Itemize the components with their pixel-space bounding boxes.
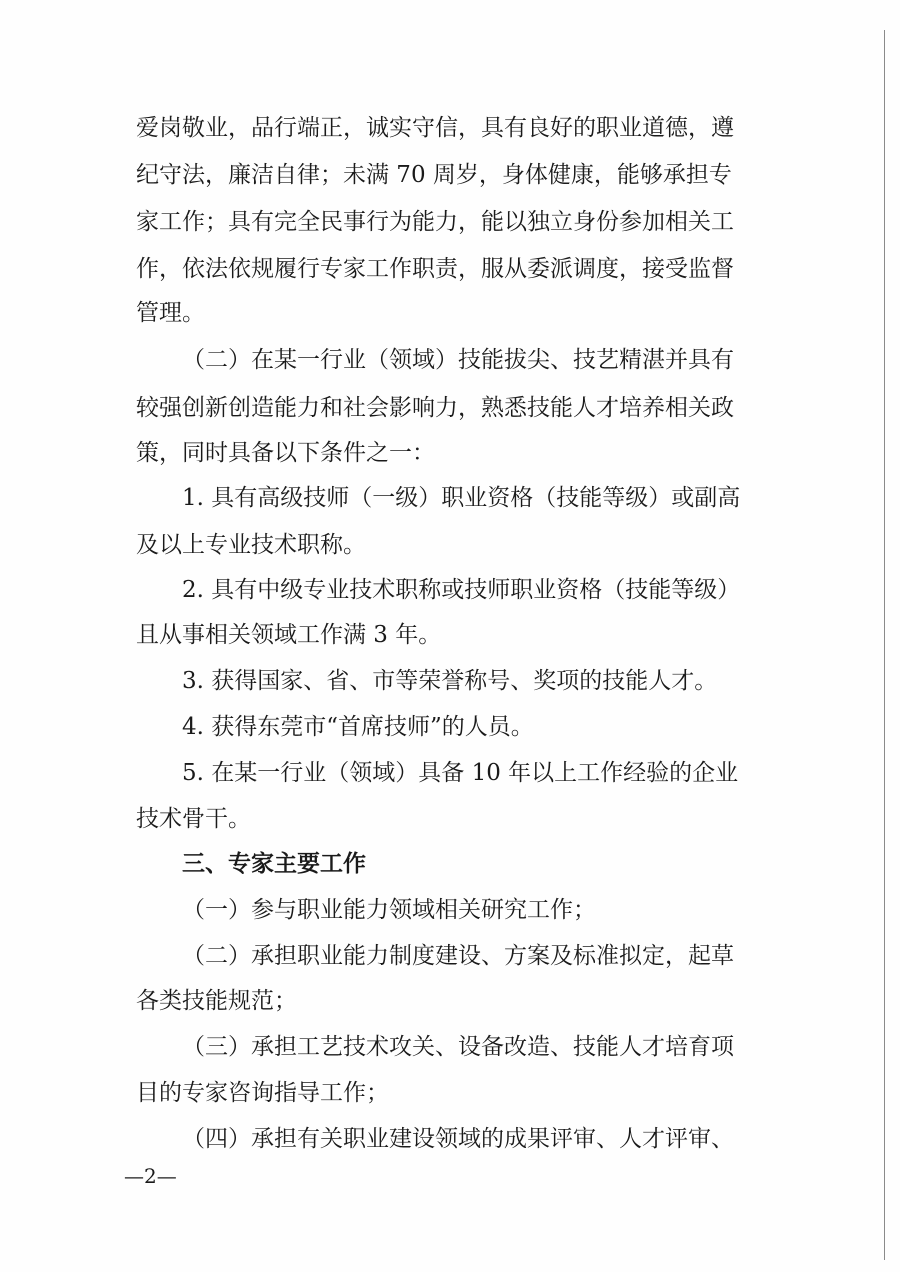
list-item-line: 技术骨干。 (136, 806, 251, 832)
paragraph-line: 作，依法依规履行专家工作职责，服从委派调度，接受监督 (136, 256, 734, 282)
page-edge-line (884, 30, 885, 1260)
paragraph-line: 各类技能规范； (136, 988, 297, 1014)
paragraph-line: 爱岗敬业，品行端正，诚实守信，具有良好的职业道德，遵 (136, 115, 734, 141)
list-item-line: 4. 获得东莞市“首席技师”的人员。 (182, 714, 534, 740)
paragraph-line: （二）在某一行业（领域）技能拔尖、技艺精湛并具有 (182, 347, 734, 373)
page-number: —2— (124, 1164, 177, 1188)
paragraph-line: 管理。 (136, 300, 205, 326)
paragraph-line: 较强创新创造能力和社会影响力，熟悉技能人才培养相关政 (136, 395, 734, 421)
paragraph-line: 目的专家咨询指导工作； (136, 1080, 389, 1106)
paragraph-line: 策，同时具备以下条件之一： (136, 440, 435, 466)
list-item-line: 且从事相关领域工作满 3 年。 (136, 622, 442, 648)
list-item-line: 2. 具有中级专业技术职称或技师职业资格（技能等级） (182, 577, 741, 603)
list-item-line: 1. 具有高级技师（一级）职业资格（技能等级）或副高 (182, 485, 741, 511)
paragraph-line: （四）承担有关职业建设领域的成果评审、人才评审、 (182, 1126, 734, 1152)
paragraph-line: 纪守法，廉洁自律；未满 70 周岁，身体健康，能够承担专 (136, 162, 732, 188)
list-item-line: 5. 在某一行业（领域）具备 10 年以上工作经验的企业 (182, 760, 739, 786)
paragraph-line: （二）承担职业能力制度建设、方案及标准拟定，起草 (182, 943, 734, 969)
paragraph-line: （一）参与职业能力领域相关研究工作； (182, 897, 596, 923)
paragraph-line: （三）承担工艺技术攻关、设备改造、技能人才培育项 (182, 1034, 734, 1060)
list-item-line: 及以上专业技术职称。 (136, 532, 366, 558)
paragraph-line: 家工作；具有完全民事行为能力，能以独立身份参加相关工 (136, 209, 734, 235)
list-item-line: 3. 获得国家、省、市等荣誉称号、奖项的技能人才。 (182, 668, 718, 694)
section-heading: 三、专家主要工作 (182, 850, 366, 877)
